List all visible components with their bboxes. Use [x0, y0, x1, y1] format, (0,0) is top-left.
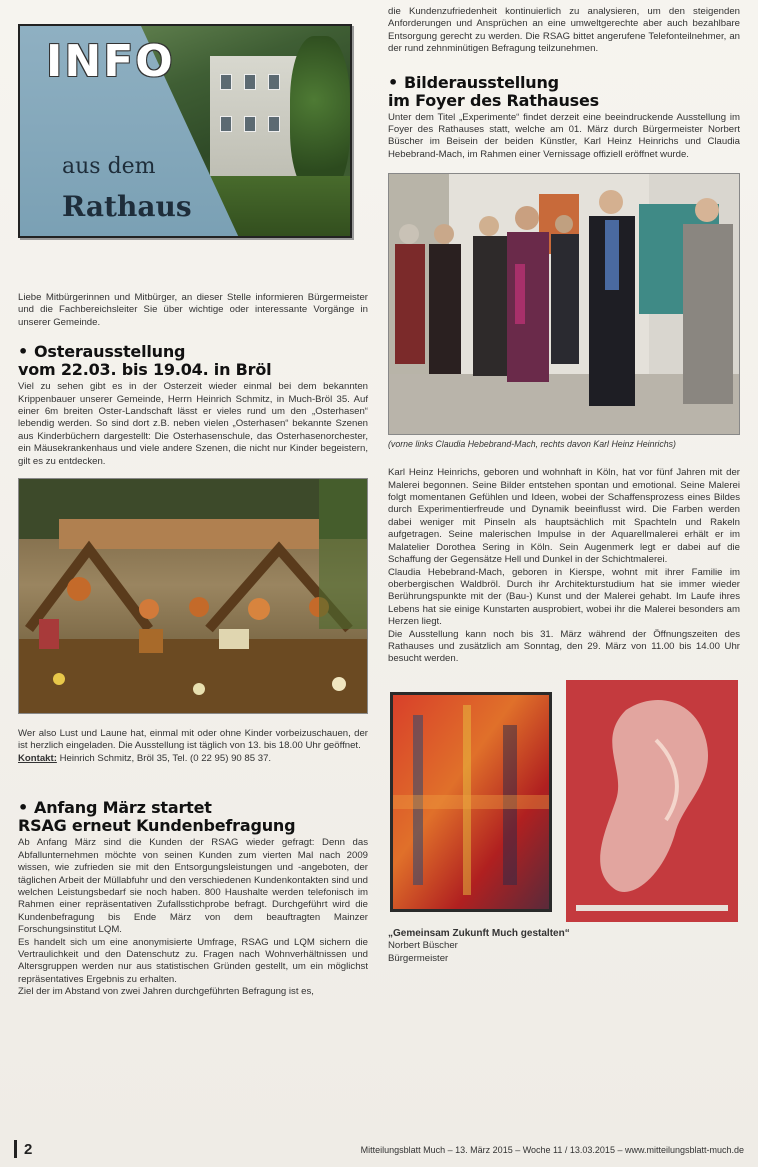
bilder-p2: Claudia Hebebrand-Mach, geboren in Kierspe, wohnt mit ihrer Familie im oberbergischen Waldbröl. Durch ihr Architekturstudium hat sie immer wieder Berührungspunkte mit der (Bau-) Kunst und der Malerei gehabt. Im Laufe ihres Lebens hat sie einige Kunstarten ausprobiert, wobei ihr die Malerei besonders am Herzen liegt.: [388, 566, 740, 628]
info-banner: [18, 24, 352, 238]
kontakt-text: Heinrich Schmitz, Bröl 35, Tel. (0 22 95) 90 85 37.: [56, 752, 272, 764]
closing-block: [388, 928, 740, 965]
bullet-icon: •: [18, 342, 29, 362]
vernissage-photo: [388, 173, 740, 435]
oster-kontakt: [18, 753, 368, 765]
bilder-headline: • Bilderausstellung im Foyer des Rathauses: [388, 72, 599, 110]
oster-headline: • Osterausstellung vom 22.03. bis 19.04. in Bröl: [18, 342, 272, 380]
artwork-row: [388, 680, 740, 930]
vernissage-caption: (vorne links Claudia Hebebrand-Mach, rechts davon Karl Heinz Heinrichs): [388, 439, 676, 450]
left-column: [18, 24, 368, 999]
kontakt-label: Kontakt:: [18, 752, 57, 764]
page-footer: [14, 1138, 744, 1160]
oster-body: Viel zu sehen gibt es in der Osterzeit wieder einmal bei dem bekannten Krippenbauer unserer Gemeinde, Herrn Heinrich Schmitz, in Much-Bröl 35. Auf einer 6m breiten Oster-Landschaft lässt er vieles rund um den „Osterhasen“ lebendig werden. So sind dort z.B. neben vielen „Osterhasen“ bekannte Szenen aus Kinderbüchern dargestellt: Die Osterhasenschule, das Osterhasenorchester, ein Mäusekrankenhaus und viele andere Szenen, die nicht nur Kinder begeistern, gilt es zu entdecken.: [18, 381, 368, 467]
painting-figure: [566, 680, 738, 922]
intro-text: Liebe Mitbürgerinnen und Mitbürger, an dieser Stelle informieren Bürgermeister und die Fachbereichsleiter Sie über wichtige oder interessante Vorgänge in unserer Gemeinde.: [18, 292, 368, 328]
closing-role: Bürgermeister: [388, 952, 449, 964]
banner-info: INFO: [46, 36, 175, 87]
banner-rathaus: Rathaus: [62, 190, 192, 223]
closing-name: Norbert Büscher: [388, 940, 458, 952]
closing-title: „Gemeinsam Zukunft Much gestalten“: [388, 927, 570, 939]
banner-aus-dem: aus dem: [62, 154, 156, 179]
bullet-icon: •: [388, 72, 399, 92]
rsag-p1: Ab Anfang März sind die Kunden der RSAG wieder gefragt: Denn das Abfallunternehmen möchte von seinen Kunden zum vierten Mal nach 2009 wissen, wie zufrieden sie mit den Entsorgungsleistungen und -angeboten, der täglichen Arbeit der Müllabfuhr und den verschiedenen Kundenkontakten sind und welchen Leistungsbedarf sie noch haben. 800 Haushalte werden telefonisch im Rahmen einer repräsentativen Zufallsstichprobe befragt. Durchgeführt wird die Kundenbefragung bis Ende März von dem beauftragten Mainzer Forschungsinstitut LQM.: [18, 837, 368, 936]
bullet-icon: •: [18, 798, 29, 818]
page-number-bar: [14, 1140, 17, 1158]
tree-shape: [290, 36, 350, 196]
rsag-headline: • Anfang März startet RSAG erneut Kundenbefragung: [18, 798, 296, 836]
rsag-p2: Es handelt sich um eine anonymisierte Umfrage, RSAG und LQM sichern die Vertraulichkeit und den Datenschutz zu. Fragen nach Wohnverhältnissen und Altersgruppen werden nur aus statistischen Gründen gestellt, um ein möglichst repräsentatives Ergebnis zu erhalten.: [18, 936, 368, 985]
oster-after-photo: Wer also Lust und Laune hat, einmal mit oder ohne Kinder vorbeizuschauen, der ist herzlich eingeladen. Die Ausstellung ist täglich von 13. bis 18.00 Uhr geöffnet.: [18, 728, 368, 752]
bilder-p3: Die Ausstellung kann noch bis 31. März während der Öffnungszeiten des Rathauses und zusätzlich am Sonntag, den 29. März von 11.00 bis 14.00 Uhr besucht werden.: [388, 628, 740, 665]
rsag-p3: Ziel der im Abstand von zwei Jahren durchgeführten Befragung ist es,: [18, 986, 314, 998]
bilder-p1: Karl Heinz Heinrichs, geboren und wohnhaft in Köln, hat vor fünf Jahren mit der Malerei begonnen. Seine Bilder entstehen spontan und emotional. Seine Malerei folgt momentanen Gefühlen und Ideen, wobei der Schaffensprozess eines Bildes durch Experimentierfreude und Dynamik beeinflusst wird. Die Farben werden dabei weniger mit Pinseln als hauptsächlich mit Spachteln und Rakeln aufgetragen. Seine malerischen Impulse in der Aquarellmalerei erhält er im Malatelier Dorothea Sering in Köln. Sein Augenmerk legt er dabei auf die Schaffung der Gegensätze Hell und Dunkel in der Schichtmalerei.: [388, 467, 740, 566]
painting-red-abstract: [390, 692, 552, 912]
right-column: [388, 6, 740, 965]
easter-scene-photo: [18, 478, 368, 714]
footer-credit: Mitteilungsblatt Much – 13. März 2015 – Woche 11 / 13.03.2015 – www.mitteilungsblatt-much.de: [360, 1145, 744, 1155]
rsag-continuation: die Kundenzufriedenheit kontinuierlich zu analysieren, um den steigenden Anforderungen und Ansprüchen an eine umweltgerechte aber auch bezahlbare Entsorgung gerecht zu werden. Die RSAG bittet angerufene Telefonteilnehmer, an der rund zehnminütigen Befragung teilzunehmen.: [388, 6, 740, 55]
bilder-intro: Unter dem Titel „Experimente“ findet derzeit eine beeindruckende Ausstellung im Foyer des Rathauses statt, welche am 01. März durch Bürgermeister Norbert Büscher im Beisein der beiden Künstler, Karl Heinz Heinrichs und Claudia Hebebrand-Mach, im Rahmen einer Vernissage offiziell eröffnet wurde.: [388, 111, 740, 160]
page-number: 2: [24, 1141, 33, 1158]
